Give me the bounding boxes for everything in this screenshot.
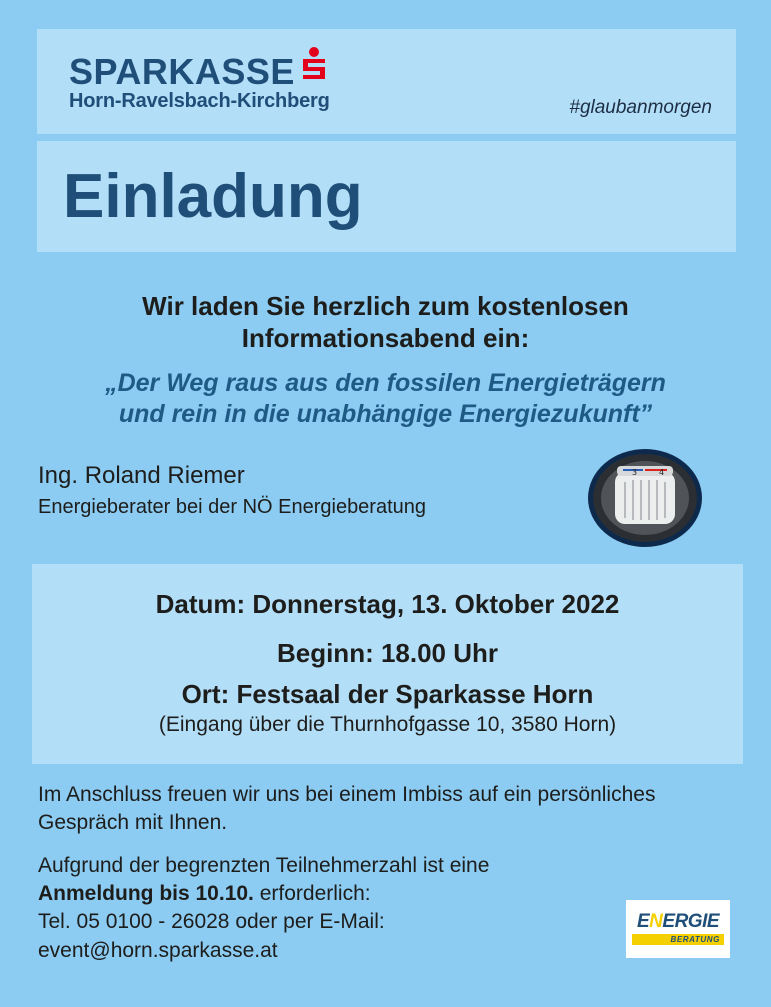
brand-name: SPARKASSE bbox=[69, 51, 295, 92]
thermostat-photo bbox=[587, 448, 703, 553]
event-entrance: (Eingang über die Thurnhofgasse 10, 3580 Horn) bbox=[158, 713, 617, 736]
intro-text bbox=[0, 290, 771, 354]
svg-text:4: 4 bbox=[659, 468, 665, 477]
svg-text:3: 3 bbox=[632, 468, 638, 477]
energie-logo-word bbox=[626, 911, 730, 933]
event-begin-time: Beginn: 18.00 Uhr bbox=[276, 638, 499, 668]
event-venue: Ort: Festsaal der Sparkasse Horn bbox=[181, 679, 594, 709]
intro-line-1: Wir laden Sie herzlich zum kostenlosen bbox=[142, 291, 629, 321]
registration-required: erforderlich: bbox=[253, 882, 371, 905]
energie-logo-prefix: E bbox=[636, 911, 650, 932]
registration-deadline: Anmeldung bis 10.10. bbox=[38, 882, 254, 905]
energie-logo-sub: BERATUNG bbox=[670, 935, 720, 944]
page-title: Einladung bbox=[63, 162, 363, 231]
energie-logo-accent: N bbox=[649, 911, 663, 932]
registration-line-1: Aufgrund der begrenzten Teilnehmerzahl ist eine bbox=[38, 854, 490, 877]
brand-subtitle: Horn-Ravelsbach-Kirchberg bbox=[69, 90, 330, 112]
event-date: Datum: Donnerstag, 13. Oktober 2022 bbox=[155, 589, 620, 619]
energie-logo-bar bbox=[632, 934, 724, 945]
registration-email-link[interactable]: event@horn.sparkasse.at bbox=[38, 939, 278, 962]
event-topic-quote bbox=[0, 368, 771, 430]
hashtag: #glaubanmorgen bbox=[569, 97, 712, 118]
speaker-role: Energieberater bei der NÖ Energieberatung bbox=[38, 496, 427, 518]
followup-text: Im Anschluss freuen wir uns bei einem Imbiss auf ein persönliches Gespräch mit Ihnen. bbox=[38, 783, 656, 834]
quote-line-2: und rein in die unabhängige Energiezukunft” bbox=[118, 400, 653, 428]
quote-line-1: „Der Weg raus aus den fossilen Energieträgern bbox=[105, 369, 666, 397]
sparkasse-brand bbox=[69, 52, 330, 112]
intro-line-2: Informationsabend ein: bbox=[241, 323, 530, 353]
sparkasse-logo-icon bbox=[301, 47, 327, 90]
registration-phone: Tel. 05 0100 - 26028 oder per E-Mail: bbox=[38, 910, 385, 933]
registration-line-2 bbox=[38, 880, 371, 908]
energie-beratung-logo bbox=[626, 900, 730, 958]
speaker-name: Ing. Roland Riemer bbox=[38, 462, 245, 489]
energie-logo-rest: ERGIE bbox=[662, 911, 720, 932]
